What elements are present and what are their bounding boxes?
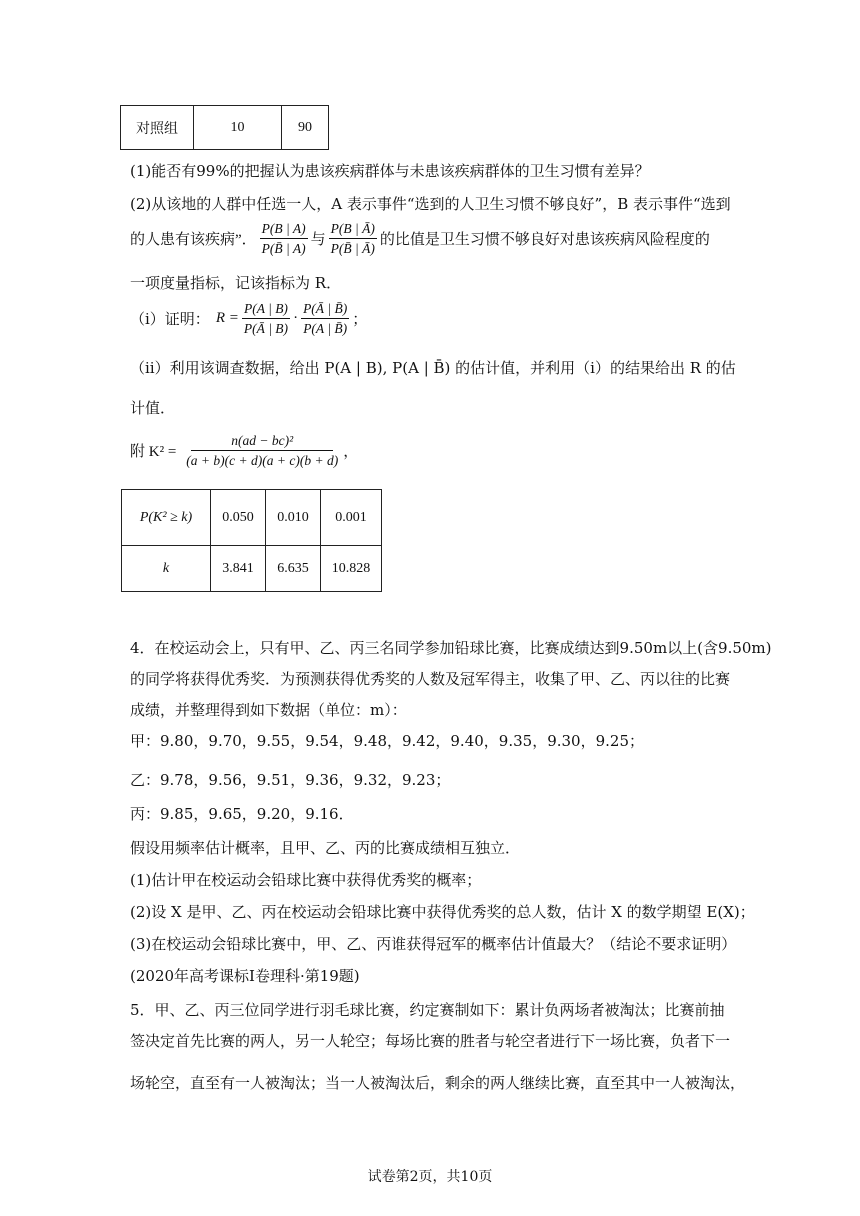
q4-data-bing: 丙：9.85，9.65，9.20，9.16． [130,805,354,823]
table-cell: 6.635 [266,546,321,592]
table-cell: 0.001 [321,490,382,546]
q5-line3: 场轮空，直至有一人被淘汰；当一人被淘汰后，剩余的两人继续比赛，直至其中一人被淘汰， [130,1074,746,1092]
fraction-denominator: P(A | B̄) [303,321,348,336]
fraction-numerator: P(B | A) [260,220,308,239]
q3-part2-line3: 一项度量指标，记该指标为 R． [130,274,342,292]
math-span: · [293,310,299,326]
q4-data-yi: 乙：9.78，9.56，9.51，9.36，9.32，9.23； [130,771,451,789]
q4-source: (2020年高考课标Ⅰ卷理科·第19题) [130,967,360,985]
table-cell: 对照组 [121,106,194,150]
table-row [122,546,382,592]
q3-part1: (1)能否有99%的把握认为患该疾病群体与未患该疾病群体的卫生习惯有差异？ [130,162,650,180]
fraction-numerator: P(Ā | B̄) [301,300,349,319]
q4-data-jia: 甲：9.80，9.70，9.55，9.54，9.48，9.42，9.40，9.35，9.30，9.25； [130,732,644,750]
table-cell: 3.841 [211,546,266,592]
fraction-numerator: n(ad − bc)² [191,432,333,451]
fraction-denominator: P(Ā | B) [243,321,289,336]
fraction-denominator: P(B̄ | Ā) [330,241,375,256]
text-span: 的比值是卫生习惯不够良好对患该疾病风险程度的 [379,232,710,248]
q4-sub3: (3)在校运动会铅球比赛中，甲、乙、丙谁获得冠军的概率估计值最大？（结论不要求证明） [130,935,737,953]
table-cell: 0.010 [266,490,321,546]
text-span: ； [352,312,368,328]
table-cell: k [122,546,211,592]
q3-sub-ii-line2: 计值． [130,399,176,417]
q4-sub1: (1)估计甲在校运动会铅球比赛中获得优秀奖的概率； [130,871,482,889]
table-cell: P(K² ≥ k) [122,490,211,546]
q4-line2: 的同学将获得优秀奖．为预测获得优秀奖的人数及冠军得主，收集了甲、乙、丙以往的比赛 [130,670,731,688]
q4-line1: 4．在校运动会上，只有甲、乙、丙三名同学参加铅球比赛，比赛成绩达到9.50m以上(含9.50m) [130,639,772,657]
table-cell: 90 [282,106,329,150]
q5-line2: 签决定首先比赛的两人，另一人轮空；每场比赛的胜者与轮空者进行下一场比赛，负者下一 [130,1032,731,1050]
q5-line1: 5．甲、乙、丙三位同学进行羽毛球比赛，约定赛制如下：累计负两场者被淘汰；比赛前抽 [130,1001,725,1019]
table-cell: 10.828 [321,546,382,592]
table-cell: 0.050 [211,490,266,546]
fraction [242,300,290,337]
control-group-table [120,105,329,150]
table-cell: 10 [194,106,282,150]
text-span: 与 [310,232,326,248]
fraction [260,220,308,257]
fraction-numerator: P(B | Ā) [329,220,377,239]
text-span: （ⅰ）证明： [130,312,210,328]
fraction [184,432,340,469]
text-span: 附 K² = [130,444,177,460]
fraction [329,220,377,257]
fraction-numerator: P(A | B) [242,300,290,319]
k-squared-table [121,489,382,592]
text-span: ， [343,444,359,460]
q4-assumption: 假设用频率估计概率，且甲、乙、丙的比赛成绩相互独立． [130,839,521,857]
table-row [122,490,382,546]
q3-part2-line2 [130,220,710,257]
math-span: R = [215,310,239,326]
q3-part2-line1: (2)从该地的人群中任选一人，A 表示事件“选到的人卫生习惯不够良好”，B 表示事件“选到 [130,195,731,213]
text-span: 的人患有该疾病”． [130,232,257,248]
q3-sub-ii-line1: （ⅱ）利用该调查数据，给出 P(A | B), P(A | B̄) 的估计值，并利用（ⅰ）的结果给出 R 的估 [130,359,736,377]
fraction-denominator: (a + b)(c + d)(a + c)(b + d) [186,453,339,468]
k-squared-formula [130,432,358,469]
fraction [301,300,349,337]
fraction-denominator: P(B̄ | A) [261,241,306,256]
q4-line3: 成绩，并整理得到如下数据（单位：m）： [130,701,407,719]
q3-sub-i [130,300,367,337]
q4-sub2: (2)设 X 是甲、乙、丙在校运动会铅球比赛中获得优秀奖的总人数，估计 X 的数学期望 E(X)； [130,903,755,921]
page-footer: 试卷第2页，共10页 [367,1169,493,1185]
